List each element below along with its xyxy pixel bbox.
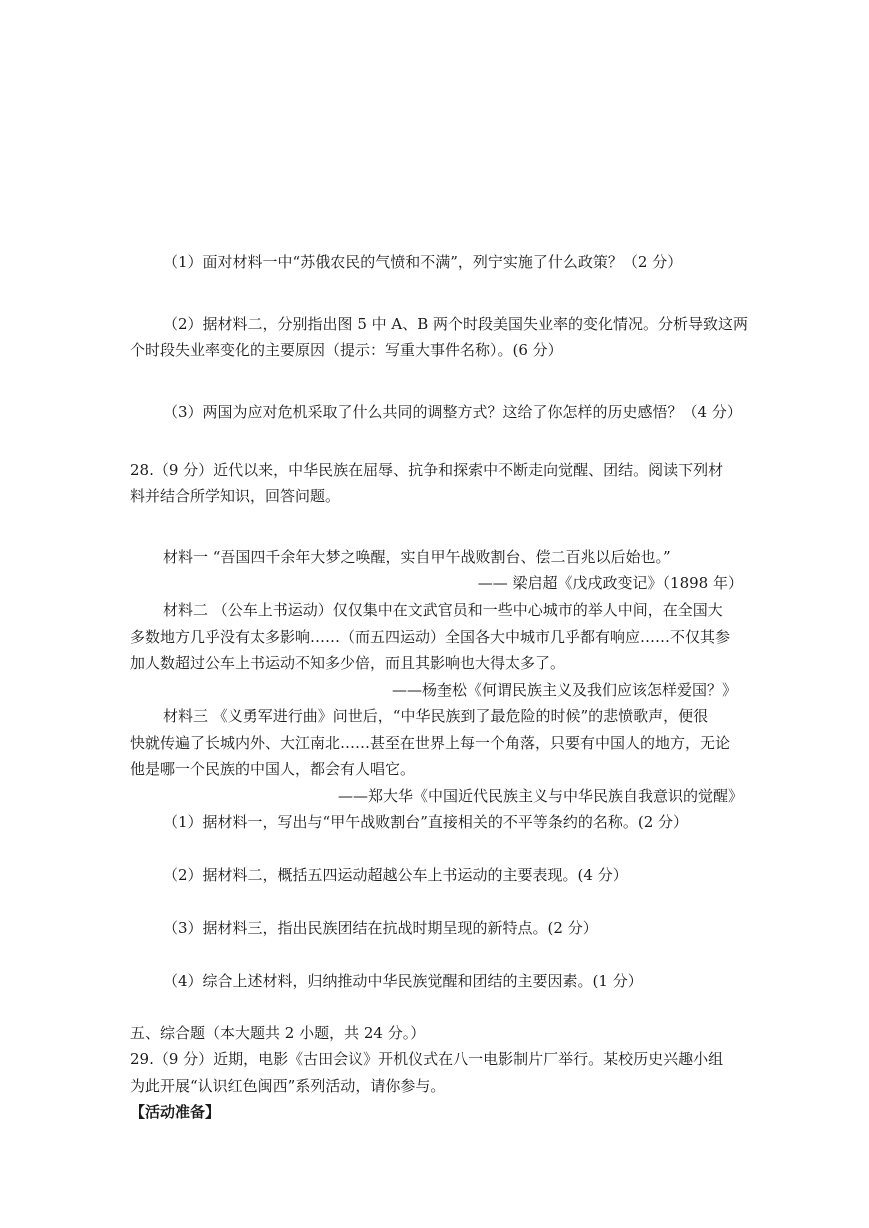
q28-material3-source: ——郑大华《中国近代民族主义与中华民族自我意识的觉醒》	[337, 787, 743, 805]
q27-sub1: （1）面对材料一中“苏俄农民的气愤和不满”，列宁实施了什么政策？（2 分）	[163, 253, 683, 271]
q28-sub2: （2）据材料二，概括五四运动超越公车上书运动的主要表现。(4 分）	[163, 866, 628, 884]
q27-sub2-line1: （2）据材料二，分别指出图 5 中 A、B 两个时段美国失业率的变化情况。分析导致这两	[163, 315, 749, 333]
q28-material3-line2: 快就传遍了长城内外、大江南北……甚至在世界上每一个角落，只要有中国人的地方，无论	[130, 734, 731, 752]
q28-intro-line1: 28.（9 分）近代以来，中华民族在屈辱、抗争和探索中不断走向觉醒、团结。阅读下列材	[130, 461, 724, 479]
q28-material3-line1: 材料三 《义勇军进行曲》问世后，“中华民族到了最危险的时候”的悲愤歌声，便很	[163, 707, 709, 725]
q28-material2-source: ——杨奎松《何谓民族主义及我们应该怎样爱国？》	[391, 681, 737, 699]
q28-material1-source: —— 梁启超《戊戌政变记》（1898 年）	[477, 574, 743, 592]
q29-activity-heading: 【活动准备】	[130, 1103, 221, 1121]
q27-sub2-line2: 个时段失业率变化的主要原因（提示：写重大事件名称）。(6 分）	[130, 341, 563, 359]
q29-intro-line2: 为此开展“认识红色闽西”系列活动，请你参与。	[130, 1077, 446, 1095]
section5-heading: 五、综合题（本大题共 2 小题，共 24 分。）	[130, 1024, 426, 1042]
q28-intro-line2: 料并结合所学知识，回答问题。	[130, 487, 341, 505]
q27-sub3: （3）两国为应对危机采取了什么共同的调整方式？这给了你怎样的历史感悟？（4 分）	[163, 403, 742, 421]
q28-material2-line3: 加人数超过公车上书运动不知多少倍，而且其影响也大得太多了。	[130, 654, 566, 672]
q29-intro-line1: 29.（9 分）近期，电影《古田会议》开机仪式在八一电影制片厂举行。某校历史兴趣小组	[130, 1050, 724, 1068]
q28-material3-line3: 他是哪一个民族的中国人，都会有人唱它。	[130, 760, 416, 778]
q28-material2-line1: 材料二 （公车上书运动）仅仅集中在文武官员和一些中心城市的举人中间，在全国大	[163, 601, 723, 619]
q28-sub4: （4）综合上述材料，归纳推动中华民族觉醒和团结的主要因素。(1 分）	[163, 972, 643, 990]
q28-sub1: （1）据材料一，写出与“甲午战败割台”直接相关的不平等条约的名称。(2 分）	[163, 813, 689, 831]
q28-sub3: （3）据材料三，指出民族团结在抗战时期呈现的新特点。(2 分）	[163, 919, 598, 937]
q28-material2-line2: 多数地方几乎没有太多影响……（而五四运动）全国各大中城市几乎都有响应……不仅其参	[130, 628, 731, 646]
q28-material1: 材料一 “吾国四千余年大梦之唤醒，实自甲午战败割台、偿二百兆以后始也。”	[163, 548, 671, 566]
